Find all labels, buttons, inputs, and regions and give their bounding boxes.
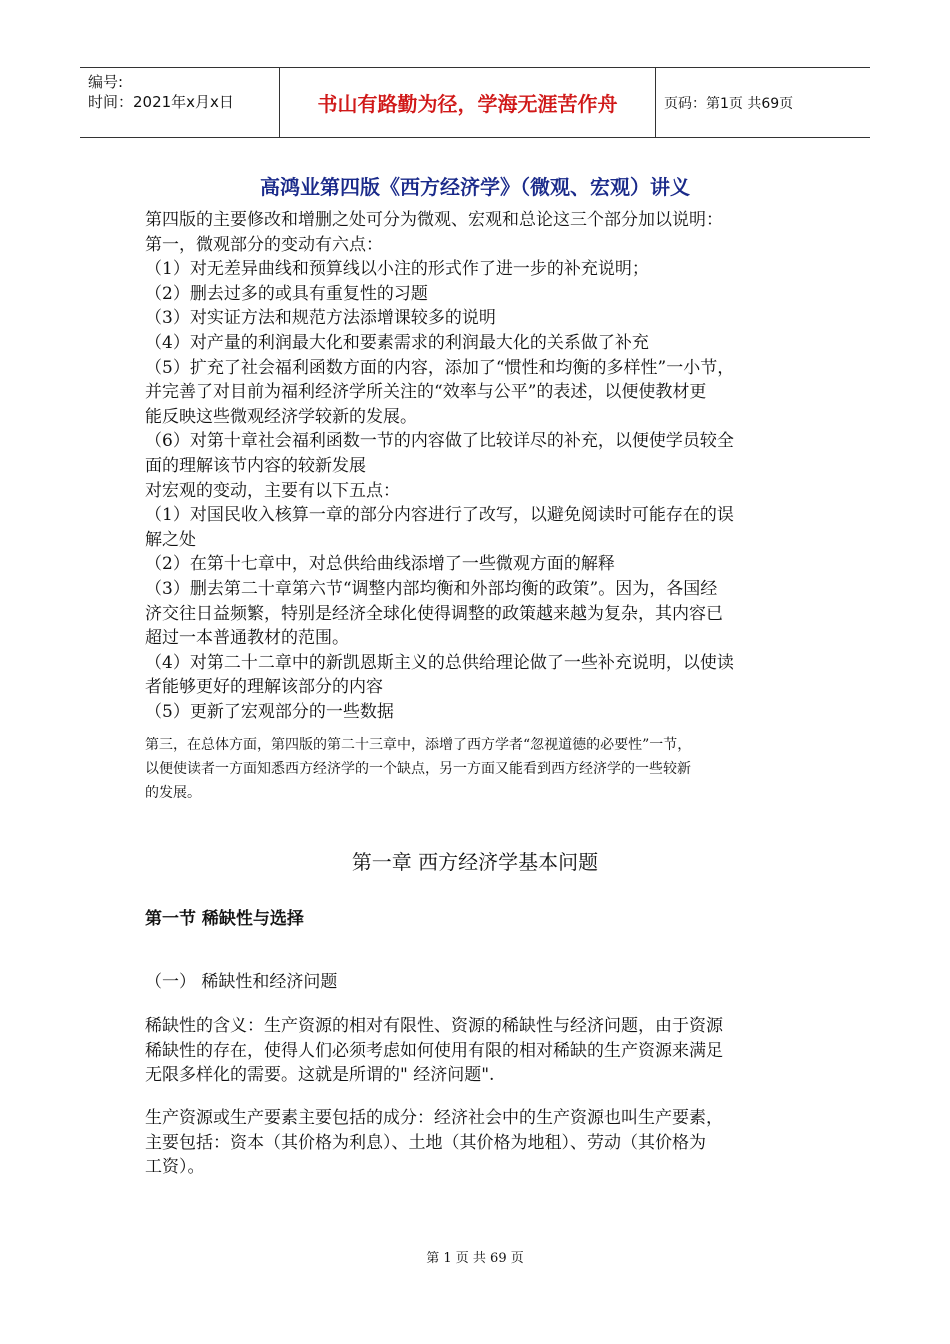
time-label: 时间：2021年x月x日 <box>88 93 234 111</box>
resources-paragraph <box>145 1106 815 1180</box>
intro-line: （1）对国民收入核算一章的部分内容进行了改写，以避免阅读时可能存在的误 <box>145 505 734 526</box>
resource-line: 工资）。 <box>145 1157 205 1178</box>
intro-line: 超过一本普通教材的范围。 <box>145 628 349 649</box>
third-line: 的发展。 <box>145 785 201 801</box>
intro-line: （3）对实证方法和规范方法添增课较多的说明 <box>145 308 496 329</box>
header-table <box>80 67 870 138</box>
intro-line: （4）对第二十二章中的新凯恩斯主义的总供给理论做了一些补充说明，以使读 <box>145 652 734 673</box>
intro-line: （5）扩充了社会福利函数方面的内容，添加了“惯性和均衡的多样性”一小节， <box>145 357 735 378</box>
intro-block <box>145 208 815 724</box>
intro-line: （6）对第十章社会福利函数一节的内容做了比较详尽的补充，以便使学员较全 <box>145 431 734 452</box>
page-footer: 第 1 页 共 69 页 <box>426 1251 524 1266</box>
intro-line: （5）更新了宏观部分的一些数据 <box>145 701 394 722</box>
section-title: 第一节 稀缺性与选择 <box>145 909 304 929</box>
subsection-title: （一） 稀缺性和经济问题 <box>145 972 338 992</box>
intro-line: （2）在第十七章中，对总供给曲线添增了一些微观方面的解释 <box>145 554 615 575</box>
third-point-block <box>145 733 825 805</box>
intro-line: （1）对无差异曲线和预算线以小注的形式作了进一步的补充说明； <box>145 259 649 280</box>
motto: 书山有路勤为径，学海无涯苦作舟 <box>280 68 656 137</box>
scarcity-paragraph <box>145 1014 815 1088</box>
page-info: 页码：第1页 共69页 <box>664 95 794 112</box>
header-meta <box>80 68 280 137</box>
intro-line: （3）删去第二十章第六节“调整内部均衡和外部均衡的政策”。因为，各国经 <box>145 578 718 599</box>
chapter-title: 第一章 西方经济学基本问题 <box>351 850 599 874</box>
intro-line: 面的理解该节内容的较新发展 <box>145 455 366 476</box>
intro-line: 济交往日益频繁，特别是经济全球化使得调整的政策越来越为复杂，其内容已 <box>145 603 723 624</box>
intro-line: 第四版的主要修改和增删之处可分为微观、宏观和总论这三个部分加以说明： <box>145 210 723 230</box>
scarcity-line: 稀缺性的含义：生产资源的相对有限性、资源的稀缺性与经济问题，由于资源 <box>145 1016 723 1036</box>
intro-line: 对宏观的变动，主要有以下五点： <box>145 480 400 501</box>
intro-line: 并完善了对目前为福利经济学所关注的“效率与公平”的表述，以便使教材更 <box>145 382 707 403</box>
intro-line: （4）对产量的利润最大化和要素需求的利润最大化的关系做了补充 <box>145 332 649 353</box>
intro-line: （2）删去过多的或具有重复性的习题 <box>145 283 428 304</box>
resource-line: 主要包括：资本（其价格为利息）、土地（其价格为地租）、劳动（其价格为 <box>145 1132 706 1153</box>
scarcity-line: 稀缺性的存在，使得人们必须考虑如何使用有限的相对稀缺的生产资源来满足 <box>145 1040 723 1061</box>
scarcity-line: 无限多样化的需要。这就是所谓的" 经济问题". <box>145 1065 495 1086</box>
intro-line: 者能够更好的理解该部分的内容 <box>145 677 383 698</box>
document-title: 高鸿业第四版《西方经济学》（微观、宏观）讲义 <box>260 175 690 199</box>
third-line: 以便使读者一方面知悉西方经济学的一个缺点，另一方面又能看到西方经济学的一些较新 <box>145 761 691 777</box>
intro-line: 解之处 <box>145 529 196 550</box>
intro-line: 能反映这些微观经济学较新的发展。 <box>145 406 417 427</box>
number-label: 编号: <box>88 73 124 91</box>
intro-line: 第一，微观部分的变动有六点： <box>145 234 383 255</box>
resource-line: 生产资源或生产要素主要包括的成分：经济社会中的生产资源也叫生产要素， <box>145 1108 723 1128</box>
third-line: 第三，在总体方面，第四版的第二十三章中，添增了西方学者“忽视道德的必要性”一节， <box>145 737 692 753</box>
